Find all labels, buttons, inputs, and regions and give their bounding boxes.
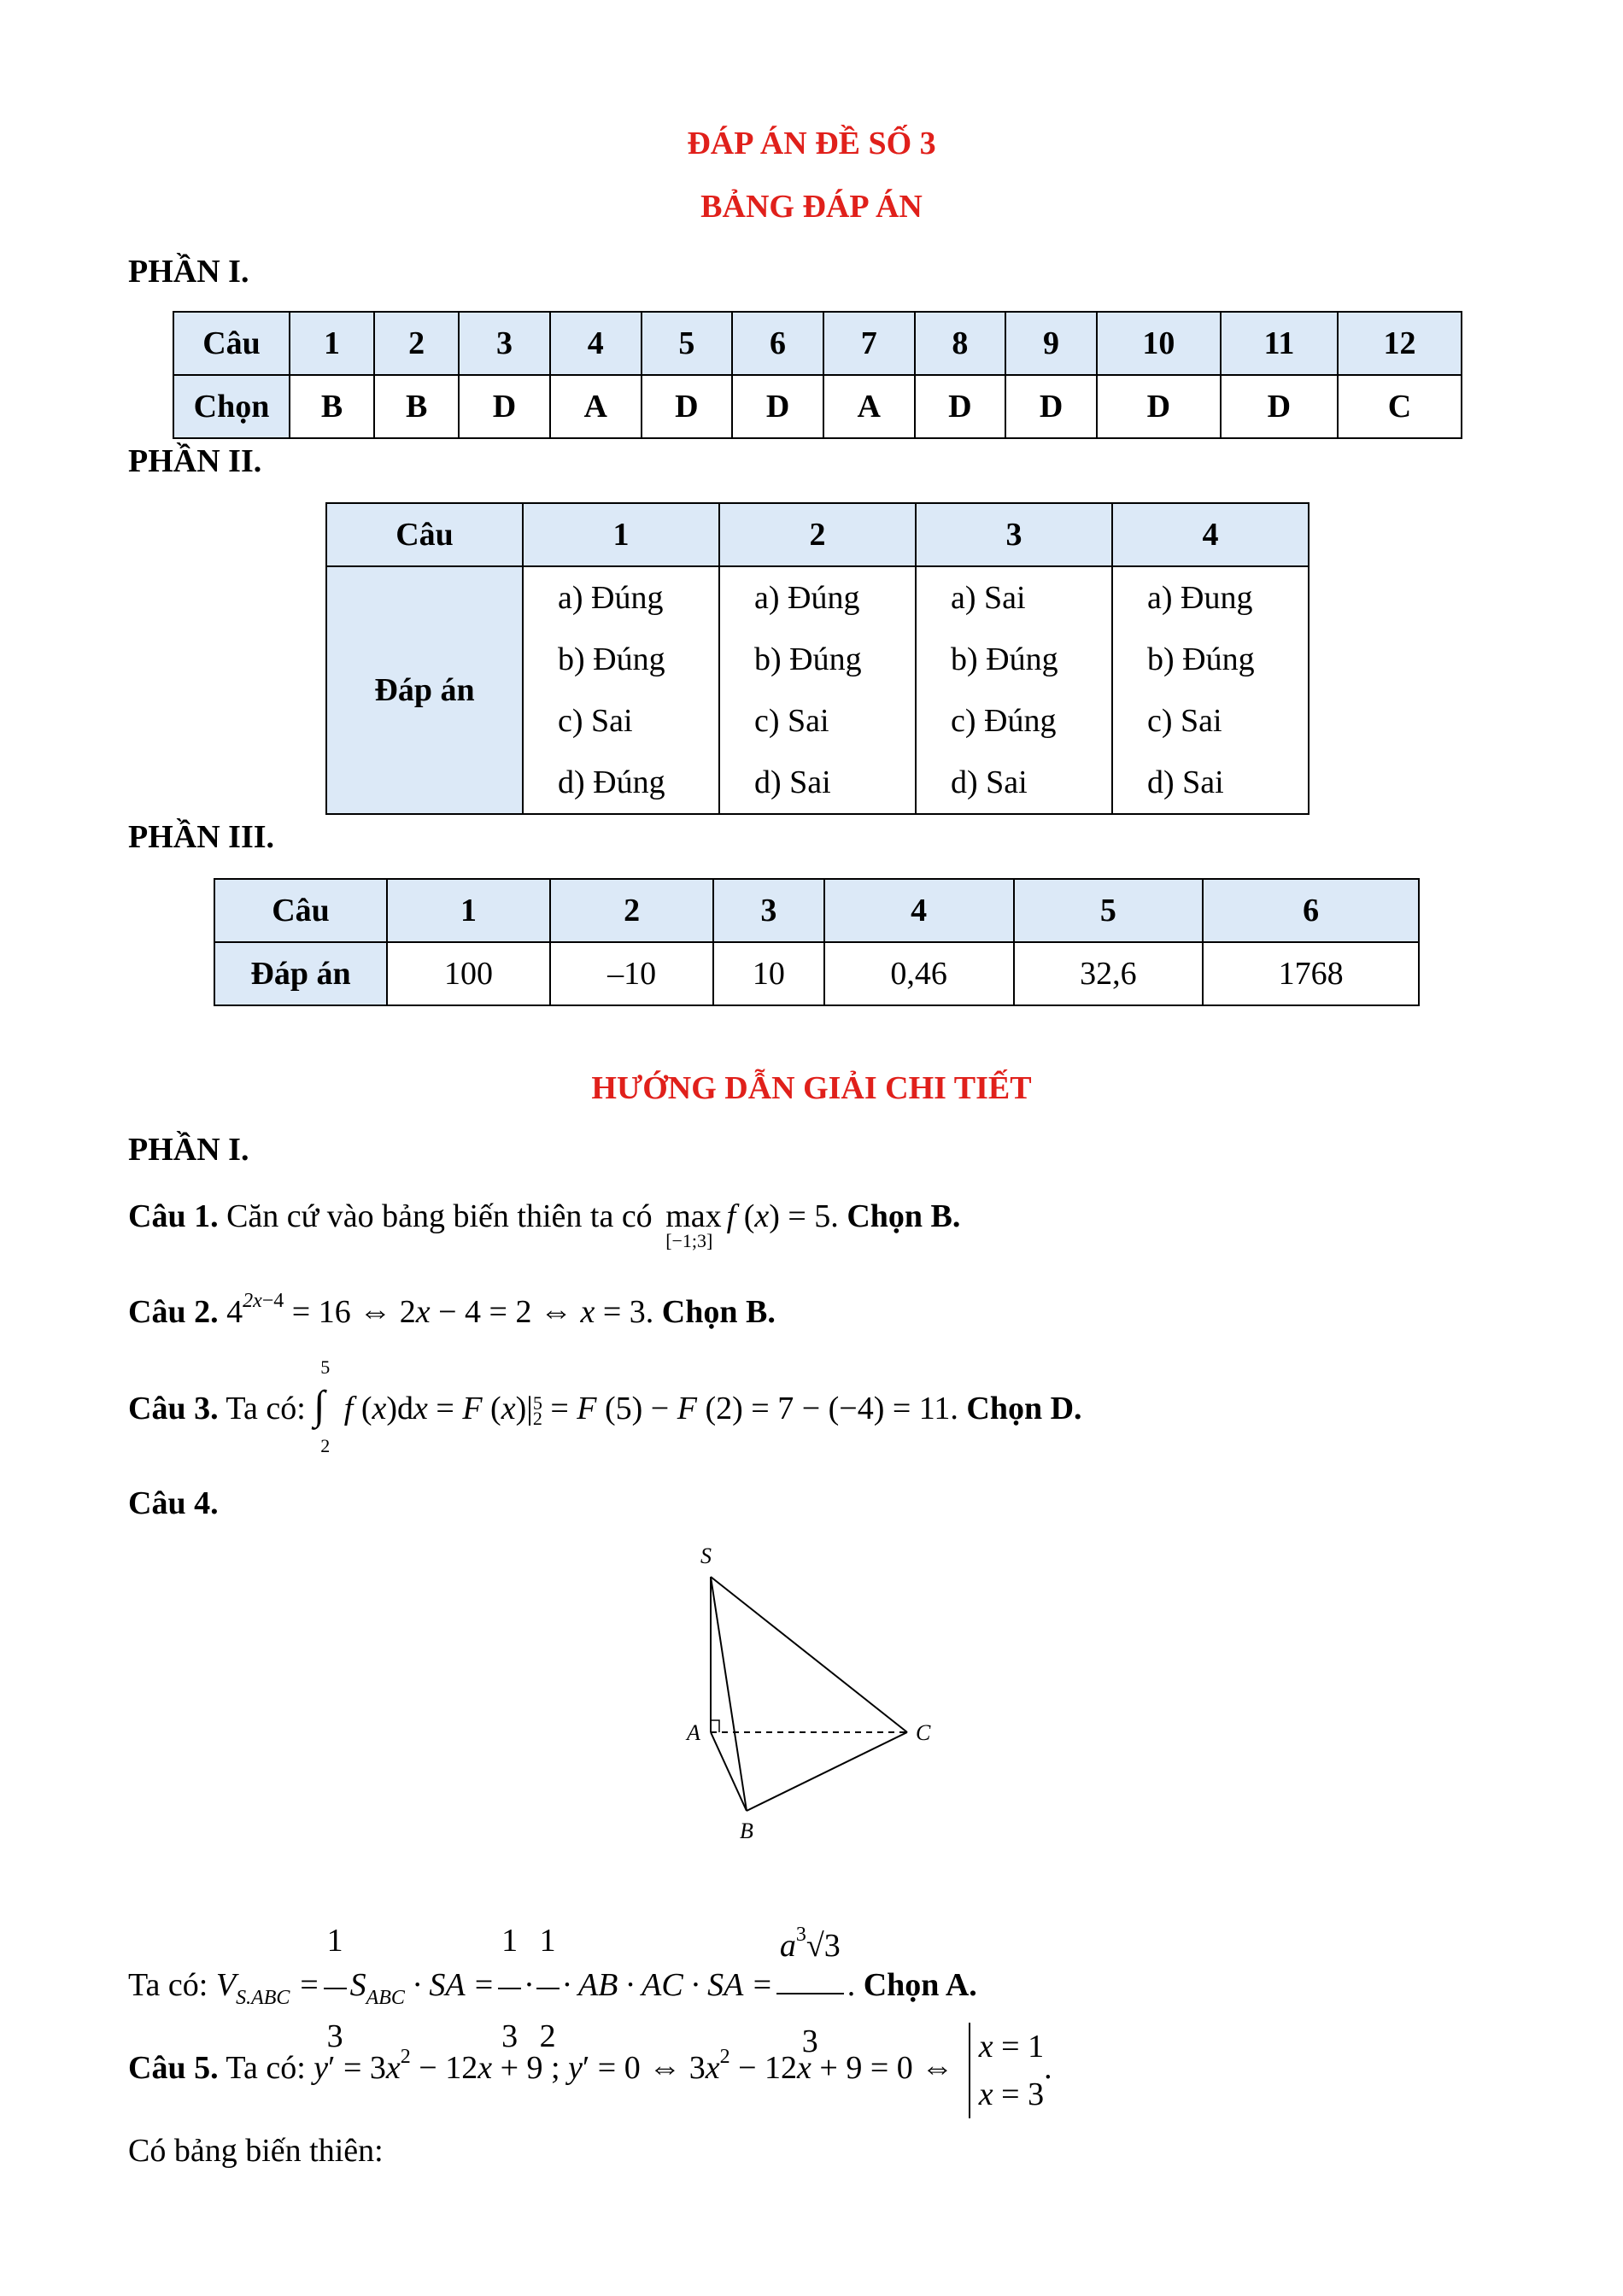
table-cell: 4 <box>550 312 642 375</box>
option-text: b) Đúng <box>951 641 1058 677</box>
option-text: c) Sai <box>754 703 829 739</box>
table-cell: D <box>459 375 550 438</box>
table-cell: 32,6 <box>1014 942 1204 1005</box>
option-text: a) Đúng <box>558 580 664 616</box>
math-expression: $y' = 3x^2 - 12x + 9$ ; y′ = 0 ⇔ $3x^2 - 12x + 9 = 0$ ⇔ <box>313 2046 954 2086</box>
question-label: Câu 3. <box>128 1391 219 1426</box>
table-cell: D <box>732 375 823 438</box>
option-text: d) Sai <box>1147 764 1224 800</box>
table-cell: 1 <box>290 312 374 375</box>
table-cell: 2 <box>550 879 713 942</box>
table-cell: 3 <box>459 312 550 375</box>
option-text: a) Sai <box>951 580 1026 616</box>
table-cell: 4 <box>824 879 1014 942</box>
table-cell <box>523 566 719 814</box>
variation-table-caption: Có bảng biến thiên: <box>128 2133 384 2169</box>
solution-choice: Chọn A. <box>863 1967 977 2004</box>
table-cell: 3 <box>713 879 824 942</box>
table-cell: 12 <box>1338 312 1462 375</box>
answer-key-title: ĐÁP ÁN ĐỀ SỐ 3 <box>687 126 936 161</box>
question-label: Câu 1. <box>128 1198 219 1234</box>
table-cell: D <box>1097 375 1221 438</box>
section-heading-part-1-solutions: PHẦN I. <box>128 1132 249 1168</box>
solution-text: Ta có: <box>226 1391 306 1426</box>
table-cell: D <box>915 375 1006 438</box>
solution-choice: Chọn D. <box>966 1391 1082 1426</box>
vertex-label-b: B <box>740 1819 753 1843</box>
table-cell: A <box>823 375 915 438</box>
table-cell: A <box>550 375 642 438</box>
option-text: c) Sai <box>1147 703 1222 739</box>
math-expression: f <box>726 1198 736 1234</box>
detailed-solution-title: HƯỚNG DẪN GIẢI CHI TIẾT <box>591 1070 1032 1106</box>
math-expression: $V_{S.ABC}$ = $\frac{1}{3}$ $S_{ABC}$ · SA = $\frac{1}{3}$ · $\frac{1}{2}$ · AB · AC · SA = $\frac{a^3√3}{3}$ <box>216 1967 847 2003</box>
vertex-label-a: A <box>687 1720 700 1745</box>
table-cell: 5 <box>642 312 733 375</box>
table-cell: 6 <box>1203 879 1419 942</box>
table-row-header: Câu <box>173 312 290 375</box>
table-cell: 7 <box>823 312 915 375</box>
option-text: a) Đúng <box>754 580 860 616</box>
table-cell <box>916 566 1112 814</box>
solution-text: Ta có: <box>226 2050 306 2086</box>
vertex-label-s: S <box>700 1543 712 1568</box>
math-expression: f (x)dx = F (x)|5 2 = F (5) − F (2) = 7 − (−4) = 11. <box>343 1391 958 1430</box>
table-cell: 10 <box>713 942 824 1005</box>
math-expression: $4^{2x-4} = 16$ ⇔ 2x − 4 = 2 ⇔ x = 3. <box>226 1290 654 1330</box>
table-cell: 2 <box>719 503 916 566</box>
edge-sc <box>711 1577 907 1732</box>
table-cell: –10 <box>550 942 713 1005</box>
table-cell <box>719 566 916 814</box>
option-text: d) Đúng <box>558 764 665 800</box>
table-cell: 8 <box>915 312 1006 375</box>
answer-table-part-2 <box>325 502 1310 815</box>
table-cell: 9 <box>1005 312 1097 375</box>
table-cell: 5 <box>1014 879 1204 942</box>
question-label: Câu 5. <box>128 2050 219 2086</box>
right-angle-marker <box>711 1720 719 1732</box>
table-cell: 11 <box>1221 312 1338 375</box>
option-text: c) Đúng <box>951 703 1057 739</box>
option-text: a) Đung <box>1147 580 1253 616</box>
table-row-header: Câu <box>214 879 387 942</box>
solution-choice: Chọn B. <box>847 1198 961 1234</box>
solution-q2 <box>128 1290 776 1331</box>
question-label: Câu 4. <box>128 1485 219 1521</box>
solution-choice: Chọn B. <box>661 1294 776 1330</box>
section-heading-part-2: PHẦN II. <box>128 443 262 479</box>
table-row-header: Chọn <box>173 375 290 438</box>
solution-q4-label <box>128 1485 219 1522</box>
table-row-header: Câu <box>326 503 523 566</box>
option-text: b) Đúng <box>1147 641 1255 677</box>
solution-text: Căn cứ vào bảng biến thiên ta có <box>226 1198 653 1234</box>
solution-set: x = 1 x = 3 <box>969 2023 1044 2118</box>
table-cell <box>1112 566 1309 814</box>
table-cell: 10 <box>1097 312 1221 375</box>
edge-bc <box>747 1732 907 1811</box>
table-cell: B <box>290 375 374 438</box>
max-operator: max [−1;3] <box>665 1198 722 1251</box>
table-cell: 1 <box>523 503 719 566</box>
table-cell: 1768 <box>1203 942 1419 1005</box>
table-cell: 0,46 <box>824 942 1014 1005</box>
option-text: b) Đúng <box>558 641 665 677</box>
solution-text: Ta có: <box>128 1967 208 2004</box>
pyramid-figure <box>666 1538 957 1845</box>
option-text: b) Đúng <box>754 641 862 677</box>
table-cell: 6 <box>732 312 823 375</box>
answer-table-part-1 <box>173 311 1462 439</box>
answer-table-title: BẢNG ĐÁP ÁN <box>700 189 923 225</box>
section-heading-part-1: PHẦN I. <box>128 254 249 290</box>
table-cell: 1 <box>387 879 550 942</box>
solution-q3 <box>128 1356 1082 1456</box>
table-cell: 3 <box>916 503 1112 566</box>
option-text: d) Sai <box>754 764 831 800</box>
option-text: c) Sai <box>558 703 633 739</box>
section-heading-part-3: PHẦN III. <box>128 819 275 855</box>
table-row-header: Đáp án <box>214 942 387 1005</box>
vertex-label-c: C <box>916 1720 931 1745</box>
table-cell: 100 <box>387 942 550 1005</box>
table-cell: D <box>1221 375 1338 438</box>
max-subscript: [−1;3] <box>665 1230 713 1251</box>
table-cell: D <box>1005 375 1097 438</box>
table-cell: 2 <box>374 312 459 375</box>
solution-q5: Câu 5. Ta có: $y' = 3x^2 - 12x + 9$ ; y′ = 0 ⇔ $3x^2 - 12x + 9 = 0$ ⇔ x = 1 x = 3 . <box>128 2014 1052 2100</box>
question-label: Câu 2. <box>128 1294 219 1330</box>
solution-q1: Câu 1. Căn cứ vào bảng biến thiên ta có max [−1;3] f (x) = 5. Chọn B. <box>128 1198 961 1251</box>
solution-q4-volume: Ta có: $V_{S.ABC}$ = $\frac{1}{3}$ $S_{ABC}$ · SA = $\frac{1}{3}$ · $\frac{1}{2}$ · AB · AC · SA = $\frac{a^3√3}{3}$ . Chọn A. <box>128 1888 977 1982</box>
table-cell: D <box>642 375 733 438</box>
answer-table-part-3 <box>214 878 1420 1006</box>
table-cell: B <box>374 375 459 438</box>
edge-sb <box>711 1577 747 1811</box>
integral-sign: ∫ 5 2 <box>313 1356 331 1456</box>
table-row-header: Đáp án <box>326 566 523 814</box>
table-cell: 4 <box>1112 503 1309 566</box>
option-text: d) Sai <box>951 764 1028 800</box>
table-cell: C <box>1338 375 1462 438</box>
